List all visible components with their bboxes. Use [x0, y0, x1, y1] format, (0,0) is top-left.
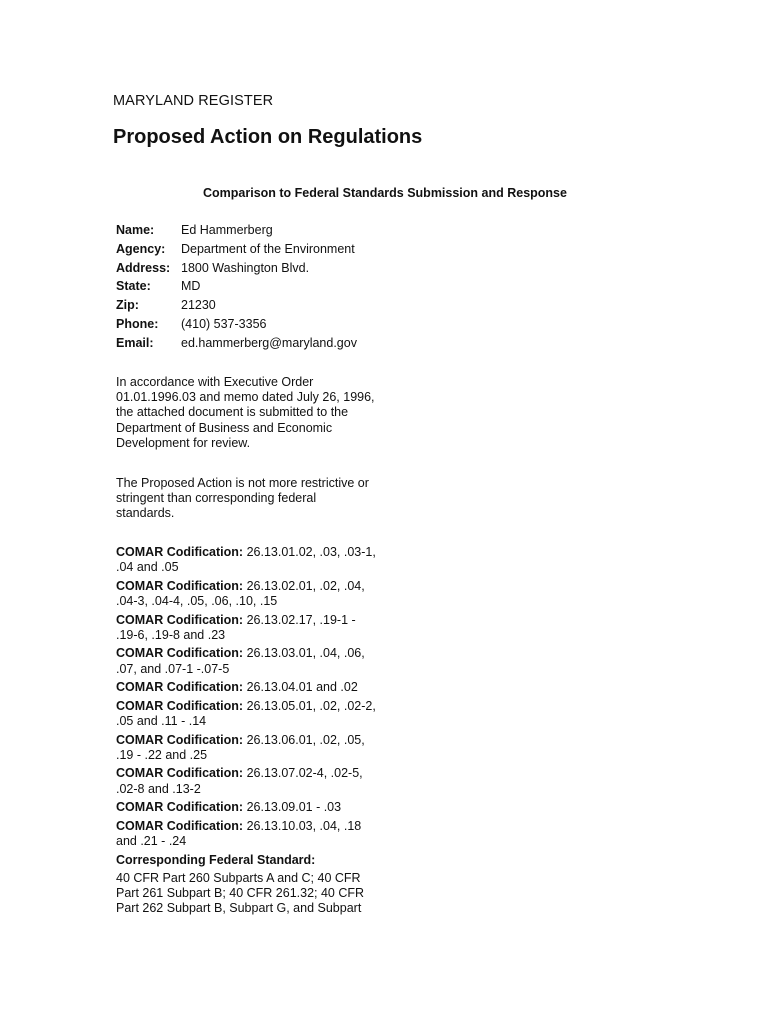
contact-label: Zip: [116, 298, 139, 313]
comar-value: 26.13.10.03, .04, .18 and .21 - .24 [116, 818, 362, 848]
page-title: Proposed Action on Regulations [113, 126, 423, 148]
comar-value: 26.13.04.01 and .02 [246, 680, 358, 695]
subtitle-text: Comparison to Federal Standards Submission and Response [203, 186, 567, 200]
contact-row-phone [116, 315, 357, 334]
contact-value: Department of the Environment [181, 241, 355, 256]
contact-value: MD [181, 279, 201, 294]
comar-item [116, 680, 378, 695]
contact-label: Name: [116, 223, 155, 237]
comar-value: 26.13.01.02, .03, .03-1, .04 and .05 [116, 545, 376, 575]
comar-value: 26.13.05.01, .02, .02-2, .05 and .11 - .14 [116, 698, 376, 728]
comar-value: 26.13.02.01, .02, .04, .04-3, .04-4, .05, .06, .10, .15 [116, 578, 365, 608]
comar-label: COMAR Codification: [116, 646, 244, 661]
comar-item [116, 646, 378, 676]
contact-label: State: [116, 279, 151, 294]
federal-standard-label: Corresponding Federal Standard: [116, 852, 316, 867]
contact-block [116, 221, 357, 353]
comar-label: COMAR Codification: [116, 818, 244, 833]
comar-label: COMAR Codification: [116, 732, 244, 747]
contact-label: Address: [116, 260, 171, 275]
contact-value: ed.hammerberg@maryland.gov [181, 335, 357, 350]
comar-label: COMAR Codification: [116, 698, 244, 713]
restrictiveness-paragraph: The Proposed Action is not more restrictive or stringent than corresponding federal standards. [116, 476, 369, 521]
comar-label: COMAR Codification: [116, 680, 244, 695]
contact-row-zip [116, 296, 357, 315]
federal-standard-text: 40 CFR Part 260 Subparts A and C; 40 CFR Part 261 Subpart B; 40 CFR 261.32; 40 CFR Part 262 Subpart B, Subpart G, and Subpart [116, 870, 365, 916]
contact-value: 21230 [181, 298, 216, 313]
publication-name: MARYLAND REGISTER [113, 93, 274, 109]
contact-row-agency [116, 240, 357, 259]
contact-label: Email: [116, 335, 154, 350]
comar-item [116, 699, 378, 729]
comar-item [116, 819, 378, 849]
comar-label: COMAR Codification: [116, 800, 244, 815]
comar-item [116, 733, 378, 763]
contact-row-state [116, 277, 357, 296]
comar-value: 26.13.03.01, .04, .06, .07, and .07-1 -.07-5 [116, 646, 365, 676]
contact-row-name [116, 221, 357, 240]
contact-value: 1800 Washington Blvd. [181, 260, 310, 275]
contact-label: Agency: [116, 241, 166, 256]
comar-item [116, 766, 378, 796]
comar-label: COMAR Codification: [116, 766, 244, 781]
contact-value: Ed Hammerberg [181, 223, 273, 237]
contact-row-address [116, 259, 357, 278]
executive-order-paragraph: In accordance with Executive Order 01.01.1996.03 and memo dated July 26, 1996, the attached document is submitted to the Department of Business and Economic Development for review. [116, 375, 375, 450]
comar-value: 26.13.09.01 - .03 [246, 800, 342, 815]
comar-item [116, 579, 378, 609]
contact-row-email [116, 334, 357, 353]
comar-list [116, 545, 378, 916]
contact-value: (410) 537-3356 [181, 316, 267, 331]
comar-item [116, 545, 378, 575]
comar-value: 26.13.07.02-4, .02-5, .02-8 and .13-2 [116, 766, 363, 796]
comar-value: 26.13.06.01, .02, .05, .19 - .22 and .25 [116, 732, 365, 762]
comar-item [116, 613, 378, 643]
comar-label: COMAR Codification: [116, 578, 244, 593]
comar-label: COMAR Codification: [116, 612, 244, 627]
comar-value: 26.13.02.17, .19-1 - .19-6, .19-8 and .23 [116, 612, 356, 642]
contact-label: Phone: [116, 316, 159, 331]
comar-label: COMAR Codification: [116, 545, 244, 559]
comar-item [116, 800, 378, 815]
